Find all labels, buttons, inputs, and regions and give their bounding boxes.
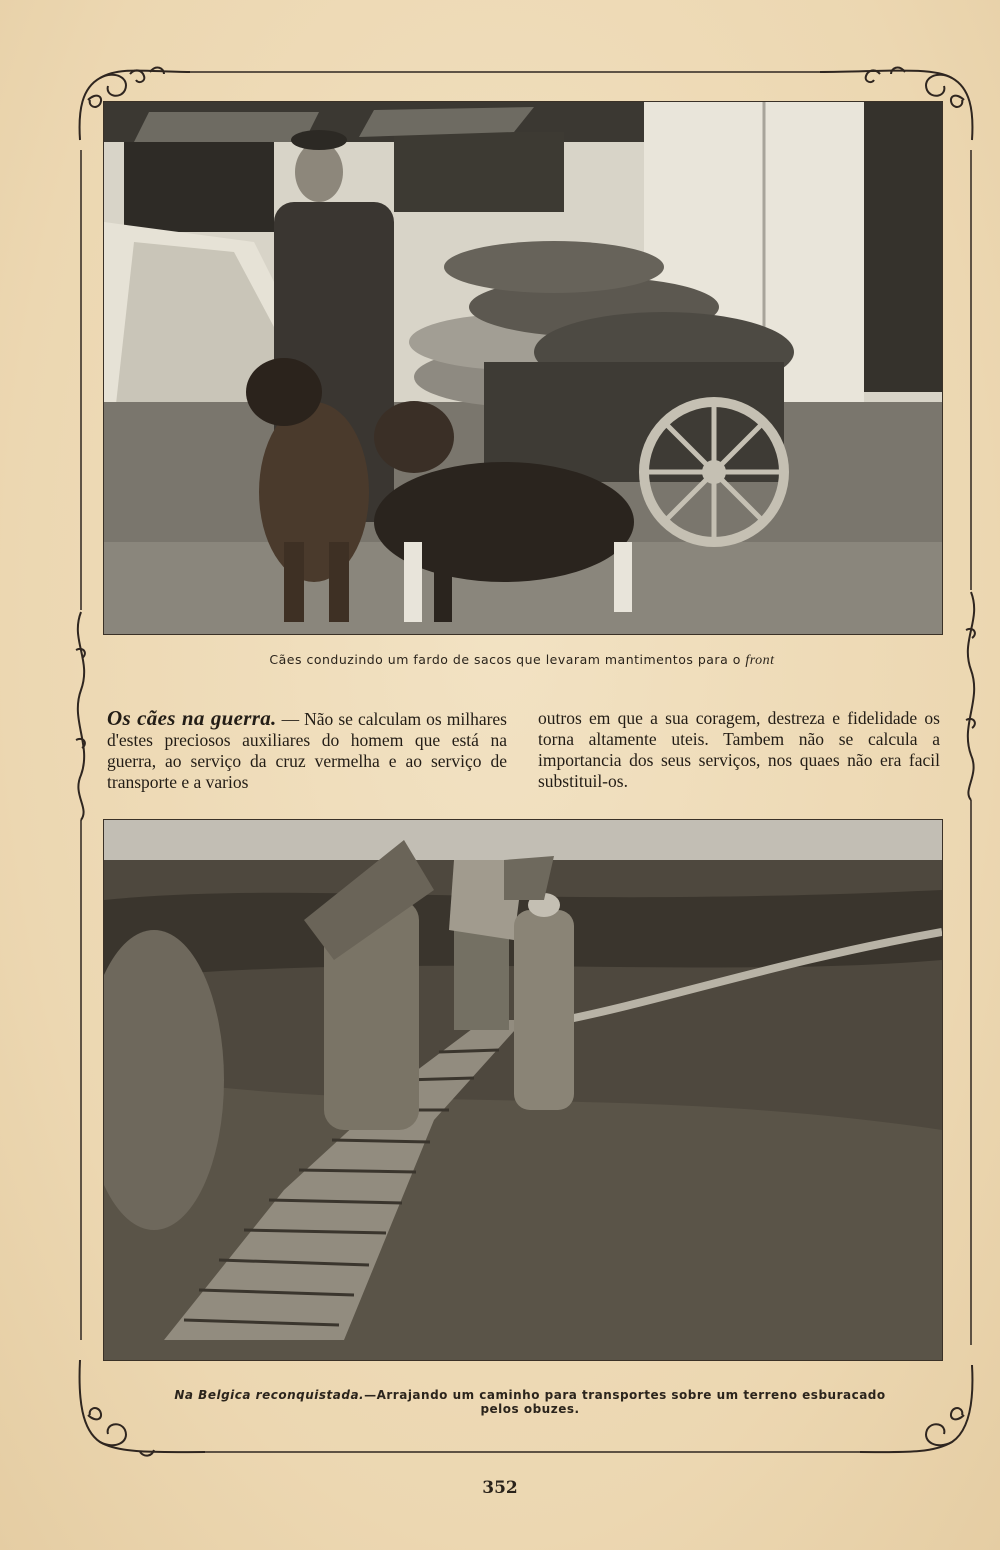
photo-dogs-cart: [103, 101, 943, 635]
top-caption-text: Cães conduzindo um fardo de sacos que levaram mantimentos para o: [269, 652, 741, 667]
top-photo-caption: [103, 652, 941, 669]
bottom-photo-caption: [160, 1388, 900, 1416]
dogs-cart-illustration: [104, 102, 942, 634]
page-number: 352: [482, 1478, 518, 1498]
bottom-caption-text: —Arrajando um caminho para transportes sobre um terreno esburacado pelos obuzes.: [364, 1388, 886, 1416]
article-column-left: [107, 708, 507, 793]
article-body-right: outros em que a sua coragem, destreza e fidelidade os torna altamente uteis. Tambem não se calcula a importancia dos seus serviços, nos quaes não era facil substituil-os.: [538, 708, 940, 791]
article-column-right: [538, 708, 940, 792]
article-headline: Os cães na guerra.: [107, 706, 277, 730]
bottom-caption-lead: Na Belgica reconquistada.: [174, 1388, 365, 1402]
soldiers-path-illustration: [104, 820, 942, 1360]
headline-dash: —: [276, 709, 305, 729]
top-caption-italic: front: [745, 653, 775, 668]
photo-soldiers-path: [103, 819, 943, 1361]
article-body-left: Não se calculam os milhares d'estes preciosos auxiliares do homem que está na guerra, ao serviço da cruz vermelha e ao serviço de transporte e a varios: [107, 709, 507, 792]
